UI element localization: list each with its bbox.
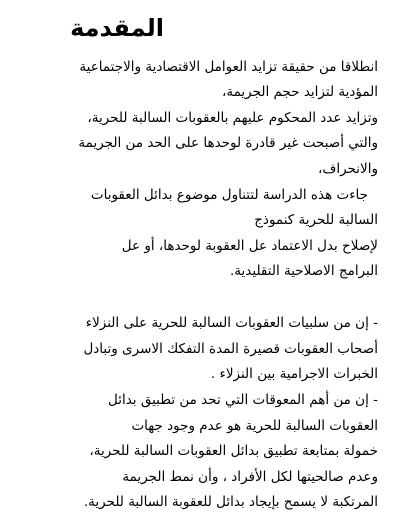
paragraph-line: والتي أصبحت غير قادرة لوحدها على الحد من الجريمة (78, 135, 378, 151)
paragraph-line: السالبة للحرية كنموذج (254, 212, 378, 228)
paragraph-line: البرامج الاصلاحية التقليدية. (230, 263, 378, 279)
paragraph-line: - إن من أهم المعوقات التي تحد من تطبيق بدائل (107, 392, 378, 408)
paragraph-line: المؤدية لتزايد حجم الجريمة، (222, 84, 378, 100)
paragraph-line: - إن من سلبيات العقوبات السالبة للحرية على النزلاء (85, 315, 378, 331)
paragraph-line: خمولة بمتابعة تطبيق بدائل العقوبات السالبة للحرية، (89, 443, 378, 459)
paragraph-line: والانحراف، (318, 161, 378, 177)
paragraph-line: وعدم صالحيتها لكل الأفراد ، وأن نمط الجريمة (122, 469, 378, 485)
paragraph-line: أصحاب العقوبات قصيرة المدة التفكك الاسرى وتبادل (83, 341, 378, 357)
page-title: المقدمة (70, 14, 164, 42)
paragraph-line: وتزايد عدد المحكوم عليهم بالعقوبات السالبة للحرية، (87, 110, 378, 126)
paragraph-line: انطلاقا من حقيقة تزايد العوامل الاقتصادية والاجتماعية (79, 59, 378, 75)
paragraph-line: المرتكبة لا يسمح بإيجاد بدائل للعقوبة السالبة للحرية. (83, 494, 378, 510)
paragraph-line: العقوبات السالبة للحرية هو عدم وجود جهات (131, 418, 378, 434)
paragraph-line: الخبرات الاجرامية بين النزلاء . (210, 366, 378, 382)
paragraph-line: لإصلاح بدل الاعتماد عل العقوبة لوحدها، أو عل (121, 238, 378, 254)
paragraph-line: جاءت هذه الدراسة لتتناول موضوع بدائل العقوبات (90, 187, 368, 203)
